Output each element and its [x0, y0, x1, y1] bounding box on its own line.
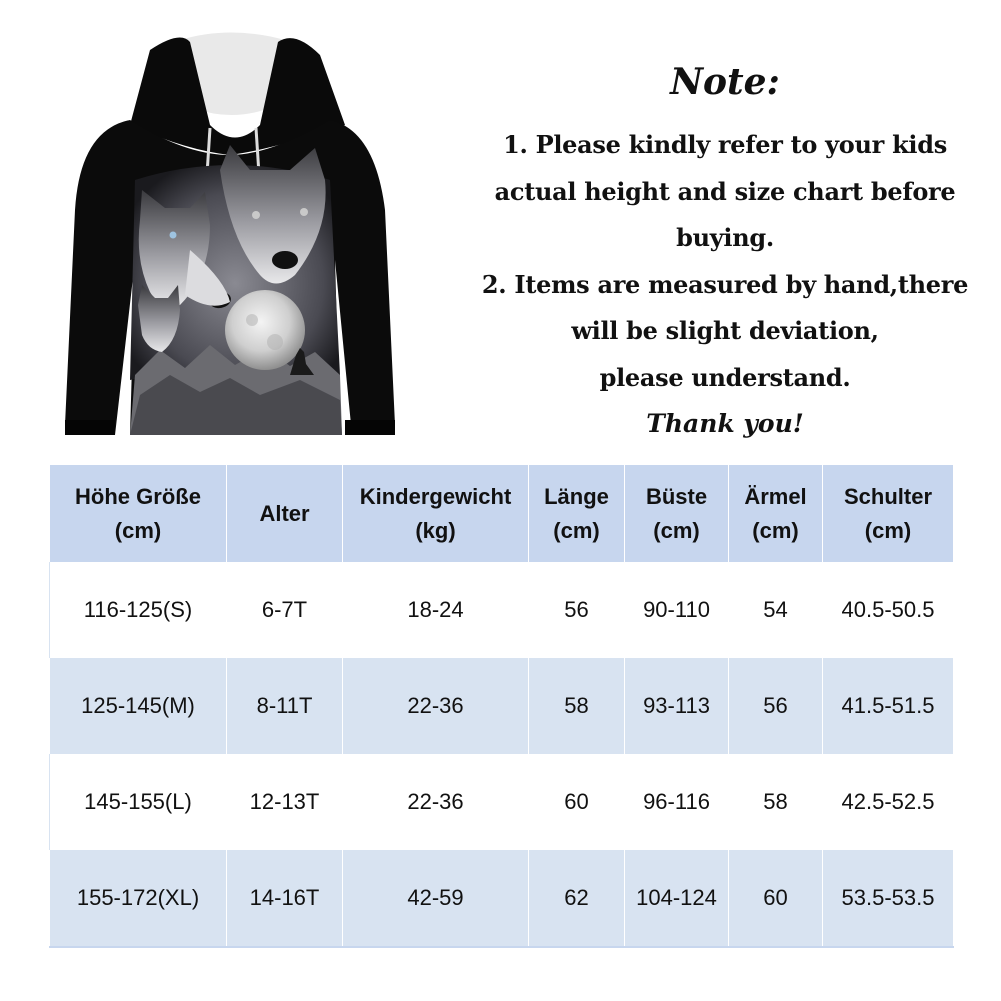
note-line: 2. Items are measured by hand,there	[481, 269, 969, 299]
note-thanks: Thank you!	[646, 409, 804, 438]
table-row	[50, 754, 954, 850]
header-cell-length	[529, 465, 625, 562]
header-unit: (kg)	[415, 517, 456, 543]
header-label: Alter	[259, 500, 310, 526]
header-cell-height-size	[50, 465, 227, 562]
table-cell: 53.5-53.5	[823, 850, 954, 947]
header-label: Höhe Größe	[75, 483, 201, 509]
table-cell: 12-13T	[227, 754, 343, 850]
header-cell-sleeve	[729, 465, 823, 562]
table-cell: 22-36	[343, 754, 529, 850]
table-cell: 125-145(M)	[50, 658, 227, 754]
table-cell: 42.5-52.5	[823, 754, 954, 850]
header-cell-child-weight	[343, 465, 529, 562]
table-cell: 93-113	[625, 658, 729, 754]
table-cell: 22-36	[343, 658, 529, 754]
table-cell: 116-125(S)	[50, 562, 227, 658]
wolf-moon-hoodie-image	[60, 30, 400, 445]
note-line: please understand.	[599, 362, 851, 392]
header-label: Länge	[544, 483, 609, 509]
header-unit: (cm)	[752, 517, 799, 543]
table-cell: 145-155(L)	[50, 754, 227, 850]
header-unit: (cm)	[653, 517, 700, 543]
header-unit: (cm)	[864, 517, 912, 543]
table-cell: 104-124	[625, 850, 729, 947]
header-label: Kindergewicht	[359, 483, 512, 509]
table-row	[50, 850, 954, 947]
table-cell: 96-116	[625, 754, 729, 850]
table-cell: 8-11T	[227, 658, 343, 754]
table-cell: 42-59	[343, 850, 529, 947]
note-line: will be slight deviation,	[571, 316, 879, 345]
table-cell: 40.5-50.5	[823, 562, 954, 658]
table-row	[50, 562, 954, 658]
table-cell: 58	[729, 754, 823, 850]
table-cell: 18-24	[343, 562, 529, 658]
table-cell: 54	[729, 562, 823, 658]
table-cell: 155-172(XL)	[50, 850, 227, 947]
table-cell: 90-110	[625, 562, 729, 658]
table-cell: 6-7T	[227, 562, 343, 658]
table-cell: 58	[529, 658, 625, 754]
header-cell-shoulder	[823, 465, 954, 562]
table-cell: 56	[729, 658, 823, 754]
header-cell-age	[227, 465, 343, 562]
header-unit: (cm)	[114, 517, 162, 543]
table-row	[50, 658, 954, 754]
table-cell: 62	[529, 850, 625, 947]
note-line: buying.	[676, 223, 774, 252]
table-cell: 14-16T	[227, 850, 343, 947]
note-line: 1. Please kindly refer to your kids	[503, 130, 947, 159]
table-cell: 60	[729, 850, 823, 947]
note-block	[465, 62, 985, 447]
header-label: Ärmel	[744, 483, 807, 509]
header-label: Schulter	[843, 483, 933, 509]
header-label: Büste	[645, 483, 708, 509]
table-header-row	[50, 465, 954, 562]
size-chart-table	[49, 465, 954, 948]
table-cell: 56	[529, 562, 625, 658]
header-cell-bust	[625, 465, 729, 562]
note-line: actual height and size chart before	[494, 176, 956, 206]
table-cell: 60	[529, 754, 625, 850]
table-cell: 41.5-51.5	[823, 658, 954, 754]
header-unit: (cm)	[553, 517, 600, 543]
note-title: Note:	[670, 61, 780, 103]
